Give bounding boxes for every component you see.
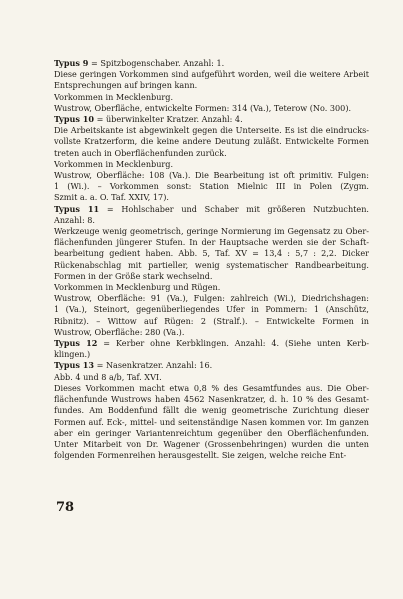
text-line: vollste Kratzerform, die keine andere Deutung zuläßt. Entwickelte Formen: [54, 136, 369, 147]
text-line: Vorkommen in Mecklenburg.: [54, 91, 174, 102]
text-line: Ribnitz). – Wittow auf Rügen: 2 (Stralf.). – Entwickelte Formen in: [54, 315, 369, 326]
type-heading-12: Typus 12 = Kerber ohne Kerbklingen. Anzahl: 4. (Siehe unten Kerb-: [54, 338, 369, 349]
text-line: flächenfunden jüngerer Stufen. In der Hauptsache werden sie der Schaft-: [54, 237, 369, 248]
page-number: 78: [56, 500, 75, 515]
text-line: aber ein geringer Variantenreichtum gegenüber den Oberflächenfunden.: [54, 427, 369, 438]
text-line: Vorkommen in Mecklenburg und Rügen.: [54, 282, 221, 293]
text-line: Rückenabschlag mit partieller, wenig systematischer Randbearbeitung.: [54, 259, 369, 270]
type-label: Typus 9: [54, 58, 89, 68]
text-line: Dieses Vorkommen macht etwa 0,8 % des Gesamtfundes aus. Die Ober-: [54, 382, 369, 393]
type-heading-11: Typus 11 = Hohlschaber und Schaber mit größeren Nutzbuchten.: [54, 203, 369, 214]
type-heading-10: Typus 10 = überwinkelter Kratzer. Anzahl: 4.: [54, 114, 243, 125]
type-heading-11: Anzahl: 8.: [54, 214, 95, 225]
text-line: Formen in der Größe stark wechselnd.: [54, 270, 213, 281]
text-line: folgenden Formenreihen herausgestellt. Sie zeigen, welche reiche Ent-: [54, 450, 347, 461]
text-line: Wustrow, Oberfläche: 108 (Va.). Die Bearbeitung ist oft primitiv. Fulgen:: [54, 170, 369, 181]
text-line: Entsprechungen auf bringen kann.: [54, 80, 198, 91]
type-heading-12: klingen.): [54, 349, 91, 360]
text-line: Werkzeuge wenig geometrisch, geringe Normierung im Gegensatz zu Ober-: [54, 226, 369, 237]
text-line: Wustrow, Oberfläche: 280 (Va.).: [54, 326, 185, 337]
type-heading-13: Typus 13 = Nasenkratzer. Anzahl: 16.: [54, 360, 213, 371]
type-heading-9: Typus 9 = Spitzbogenschaber. Anzahl: 1.: [54, 58, 225, 68]
text-line: Vorkommen in Mecklenburg.: [54, 158, 174, 169]
text-line: 1 (Va.), Steinort, gegenüberliegendes Ufer in Pommern: 1 (Anschütz,: [54, 304, 369, 315]
text-line: Szmit a. a. O. Taf. XXIV, 17).: [54, 192, 169, 203]
type-label: Typus 12: [54, 338, 98, 349]
type-label: Typus 13: [54, 360, 95, 371]
text-line: Diese geringen Vorkommen sind aufgeführt worden, weil die weitere Arbeit: [54, 69, 369, 80]
body-text: [54, 58, 369, 461]
type-label: Typus 11: [54, 203, 100, 214]
text-line: fundes. Am Boddenfund fällt die wenig geometrische Zurichtung dieser: [54, 405, 369, 416]
text-line: Die Arbeitskante ist abgewinkelt gegen die Unterseite. Es ist die eindrucks-: [54, 125, 369, 136]
text-line: Abb. 4 und 8 a/b, Taf. XVI.: [54, 371, 162, 382]
text-line: Wustrow, Oberfläche: 91 (Va.), Fulgen: zahlreich (Wi.), Diedrichshagen:: [54, 293, 369, 304]
text-line: treten auch in Oberflächenfunden zurück.: [54, 147, 227, 158]
text-line: flächenfunde Wustrows haben 4562 Nasenkratzer, d. h. 10 % des Gesamt-: [54, 394, 369, 405]
text-line: bearbeitung gedient haben. Abb. 5, Taf. XV = 13,4 : 5,7 : 2,2. Dicker: [54, 248, 369, 259]
type-label: Typus 10: [54, 114, 95, 125]
text-line: Unter Mitarbeit von Dr. Wagener (Grossenbehringen) wurden die unten: [54, 438, 369, 449]
text-line: 1 (Wi.). – Vorkommen sonst: Station Mielnic III in Polen (Zygm.: [54, 181, 369, 192]
text-line: Wustrow, Oberfläche, entwickelte Formen: 314 (Va.), Teterow (No. 300).: [54, 102, 352, 113]
text-line: Formen auf. Eck-, mittel- und seitenständige Nasen kommen vor. Im ganzen: [54, 416, 369, 427]
